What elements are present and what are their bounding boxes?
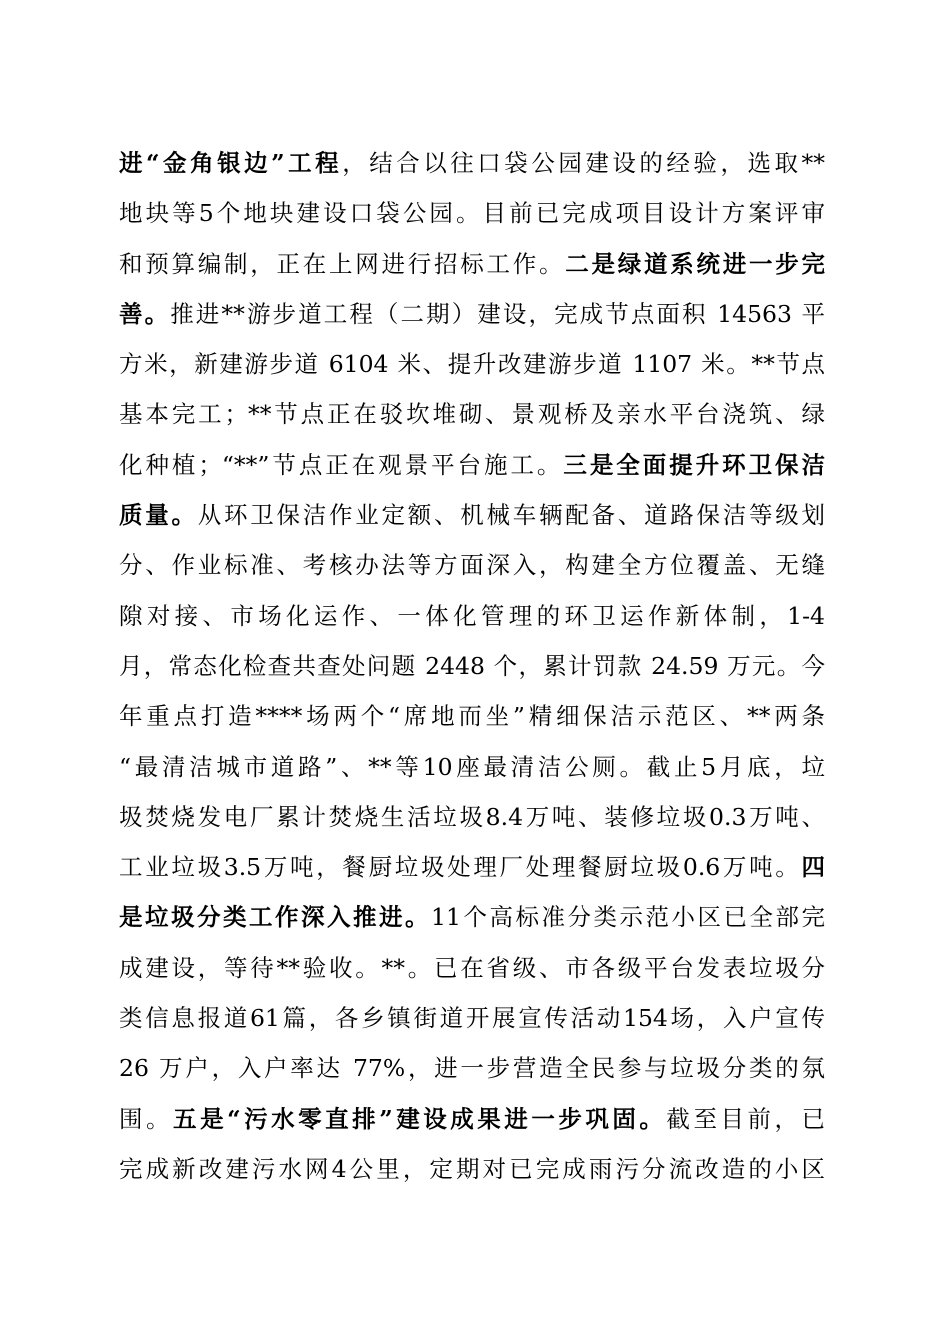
text-line xyxy=(119,641,825,691)
text-segment: 和预算编制，正在上网进行招标工作。 xyxy=(119,249,566,278)
text-line xyxy=(119,691,825,741)
text-segment: 基本完工；**节点正在驳坎堆砌、景观桥及亲水平台浇筑、绿 xyxy=(119,400,825,429)
text-line xyxy=(119,389,825,439)
text-line xyxy=(119,138,825,188)
text-segment: “最清洁城市道路”、**等10座最清洁公厕。截止5月底，垃 xyxy=(119,752,825,781)
text-segment: 从环卫保洁作业定额、机械车辆配备、道路保洁等级划 xyxy=(197,501,825,530)
text-line xyxy=(119,993,825,1043)
text-segment: 月，常态化检查共查处问题 2448 个，累计罚款 24.59 万元。今 xyxy=(119,651,825,680)
text-segment: 化种植；“**”节点正在观景平台施工。 xyxy=(119,450,564,479)
text-line xyxy=(119,239,825,289)
bold-text-segment: 进“金角银边”工程 xyxy=(119,149,343,177)
text-segment: ，结合以往口袋公园建设的经验，选取** xyxy=(342,149,825,177)
text-segment: 成建设，等待**验收。**。已在省级、市各级平台发表垃圾分 xyxy=(119,953,825,982)
text-line xyxy=(119,490,825,540)
bold-text-segment: 是垃圾分类工作深入推进。 xyxy=(119,903,432,932)
text-line xyxy=(119,540,825,590)
text-line xyxy=(119,188,825,238)
text-line xyxy=(119,339,825,389)
text-segment: 隙对接、市场化运作、一体化管理的环卫运作新体制，1-4 xyxy=(119,601,825,630)
text-line xyxy=(119,440,825,490)
text-segment: 完成新改建污水网4公里，定期对已完成雨污分流改造的小区 xyxy=(119,1154,825,1183)
text-segment: 11个高标准分类示范小区已全部完 xyxy=(431,903,825,932)
bold-text-segment: 五是“污水零直排”建设成果进一步巩固。 xyxy=(173,1104,667,1133)
text-segment: 工业垃圾3.5万吨，餐厨垃圾处理厂处理餐厨垃圾0.6万吨。 xyxy=(119,853,802,882)
body-text xyxy=(119,138,825,1194)
text-segment: 方米，新建游步道 6104 米、提升改建游步道 1107 米。**节点 xyxy=(119,350,825,379)
text-line xyxy=(119,591,825,641)
bold-text-segment: 四 xyxy=(801,853,825,882)
text-segment: 围。 xyxy=(119,1104,174,1133)
text-line xyxy=(119,1094,825,1144)
text-line xyxy=(119,1144,825,1194)
text-line xyxy=(119,842,825,892)
text-segment: 26 万户，入户率达 77%，进一步营造全民参与垃圾分类的氛 xyxy=(119,1054,825,1083)
bold-text-segment: 善。 xyxy=(119,299,171,328)
text-line xyxy=(119,892,825,942)
text-line xyxy=(119,943,825,993)
text-segment: 年重点打造****场两个“席地而坐”精细保洁示范区、**两条 xyxy=(119,702,825,731)
text-line xyxy=(119,742,825,792)
text-segment: 圾焚烧发电厂累计焚烧生活垃圾8.4万吨、装修垃圾0.3万吨、 xyxy=(119,802,825,831)
text-segment: 地块等5个地块建设口袋公园。目前已完成项目设计方案评审 xyxy=(119,199,825,228)
bold-text-segment: 三是全面提升环卫保洁 xyxy=(563,450,825,479)
text-line xyxy=(119,792,825,842)
text-line xyxy=(119,289,825,339)
text-segment: 截至目前，已 xyxy=(666,1104,825,1133)
text-line xyxy=(119,1043,825,1093)
bold-text-segment: 质量。 xyxy=(119,501,198,530)
text-segment: 推进**游步道工程（二期）建设，完成节点面积 14563 平 xyxy=(170,299,825,328)
text-segment: 类信息报道61篇，各乡镇街道开展宣传活动154场，入户宣传 xyxy=(119,1004,825,1033)
bold-text-segment: 二是绿道系统进一步完 xyxy=(565,249,825,278)
text-segment: 分、作业标准、考核办法等方面深入，构建全方位覆盖、无缝 xyxy=(119,551,825,580)
